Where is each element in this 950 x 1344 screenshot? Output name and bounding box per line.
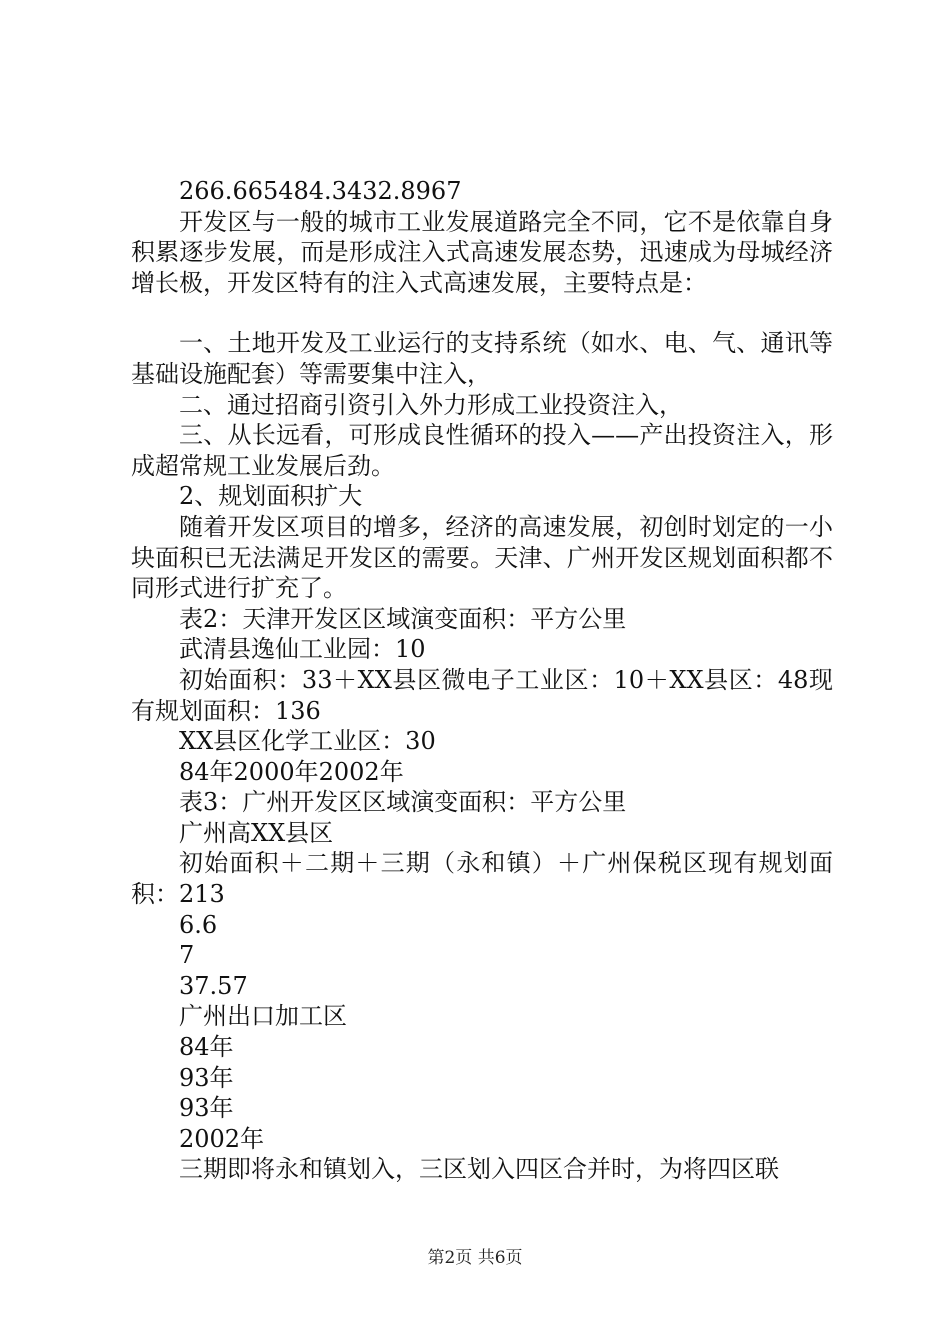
paragraph-25: 三期即将永和镇划入，三区划入四区合并时，为将四区联 (179, 1155, 779, 1184)
paragraph-2: 开发区与一般的城市工业发展道路完全不同，它不是依靠自身积累逐步发展，而是形成注入式高速发展态势，迅速成为母城经济增长极，开发区特有的注入式高速发展，主要特点是： (131, 207, 833, 297)
document-body (131, 176, 833, 1185)
paragraph-16: 初始面积＋二期＋三期（永和镇）＋广州保税区现有规划面积：213 (131, 849, 833, 909)
paragraph-13: 84年2000年2002年 (179, 757, 404, 786)
paragraph-1: 266.665484.3432.8967 (179, 177, 462, 205)
table-3-caption: 表3：广州开发区区域演变面积：平方公里 (179, 788, 627, 817)
paragraph-20: 广州出口加工区 (179, 1002, 347, 1031)
paragraph-21: 84年 (179, 1033, 234, 1062)
paragraph-15: 广州高XX县区 (179, 818, 334, 847)
paragraph-23: 93年 (179, 1094, 234, 1123)
paragraph-18: 7 (179, 941, 195, 970)
paragraph-19: 37.57 (179, 971, 248, 1000)
paragraph-22: 93年 (179, 1063, 234, 1092)
paragraph-11: 初始面积：33＋XX县区微电子工业区：10＋XX县区：48现有规划面积：136 (131, 665, 833, 725)
paragraph-10: 武清县逸仙工业园：10 (179, 635, 426, 664)
paragraph-12: XX县区化学工业区：30 (179, 727, 436, 756)
page-footer: 第2页 共6页 (427, 1248, 523, 1268)
table-2-caption: 表2：天津开发区区域演变面积：平方公里 (179, 604, 627, 633)
paragraph-8: 随着开发区项目的增多，经济的高速发展，初创时划定的一小块面积已无法满足开发区的需要。天津、广州开发区规划面积都不同形式进行扩充了。 (131, 512, 833, 603)
paragraph-5: 二、通过招商引资引入外力形成工业投资注入， (179, 390, 683, 419)
paragraph-6: 三、从长远看，可形成良性循环的投入——产出投资注入，形成超常规工业发展后劲。 (131, 421, 833, 480)
blank-line (131, 298, 833, 328)
paragraph-17: 6.6 (179, 910, 218, 939)
paragraph-24: 2002年 (179, 1124, 265, 1153)
section-heading: 2、规划面积扩大 (179, 482, 363, 511)
paragraph-4: 一、土地开发及工业运行的支持系统（如水、电、气、通讯等基础设施配套）等需要集中注入， (131, 329, 833, 388)
